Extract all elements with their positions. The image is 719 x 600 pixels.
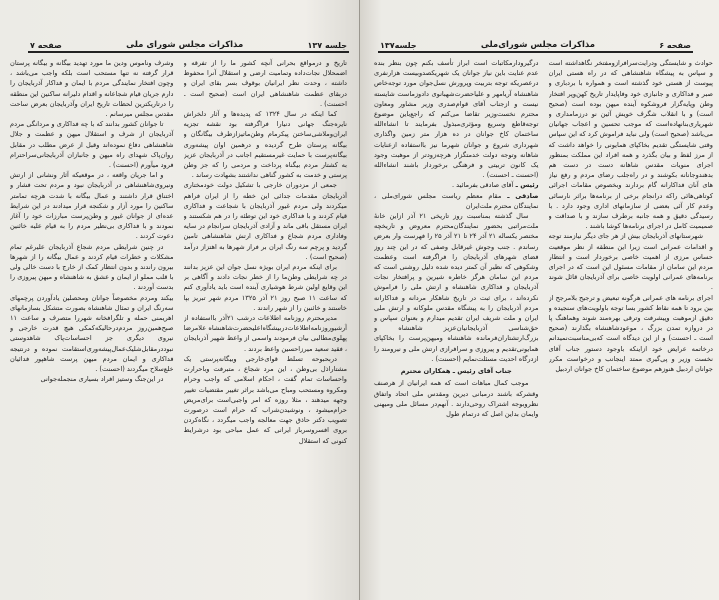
page-header	[380, 36, 691, 50]
speaker-name: صادقی ـ	[501, 191, 539, 200]
page-6	[360, 0, 719, 600]
text-columns	[10, 58, 347, 592]
header-rule	[28, 51, 349, 53]
speech-text: آقای صادقی بفرمائید .	[451, 181, 514, 190]
body-paragraph: سال گذشته بمناسبت روز تاریخی ۲۱ آذر ازاین خانهٔ ملت‌مراتبی بحضور نمایندگان‌محترم معروض و تاریخچه مختصر یکساله ۲۱ آذر ۲۴ تا ۲۱ آذر ۲۵ را فهرست وار بعرض رساندم . جنب وجوش غیرقابل وصفی که در این چند روز فضای شهرهای آذربایجان را فراگرفته است وعظمت وشکوهی که نظیر آن کمتر دیده شده دلیل روشنی است که مردم این سامان هرگز خاطره شیرین و پرافتخار نجات آذربایجان و فداکاری شاهنشاه و ارتش ملی را فراموش نکرده‌اند ، برای ثبت در تاریخ شاهکار مردانه و فداکارانه مردم آذربایجان را به پیشگاه مقدس ملوکانه و ارتش ملی ایران و ملت شریف ایران تقدیم میدارم و بعنوان سپاس و حق‌شناسی آذربایجانیان‌عزیز شاهنشاه و بزرگ‌ارتشتاران‌فرمانده شاهنشاه ومیهن‌پرست را بخاکپای همایونی‌تقدیم و پیروزی و سرافرازی ارتش ملی و نیرومند را ازدرگاه احدیت مسئلت‌نمایم (احسنت) .	[374, 212, 539, 363]
body-paragraph: تاریخ و درمواقع بحرانی آنچه کشور ما را از تفرقه و اضمحلال نجات‌داده وتمامیت ارضی و استقلال آنرا محفوظ داشته ، وحدت نظر ایرانیان بوقوف بسر بقای ایران و دربقای عظمت شاهنشاهی ایران است (صحیح است ـ احسنت) .	[183, 59, 347, 108]
page-number: صفحه ۶	[659, 41, 691, 50]
page-number: صفحه ۷	[30, 41, 62, 50]
body-paragraph: و اما جریان واقعه ، در موقعیکه آثار ونشانی از ارتش ونیروی‌شاهنشاهی در آذربایجان نبود و مردم تحت فشار و اختناق قرار داشتند و عمال بیگانه با شدت هرچه تمامتر ساکنین را مورد آزار و شکنجه قرار میدادند در این شرایط عده‌ای از جوانان غیور و وطن‌پرست مبارزات خود را آغاز نمودند و با فداکاری بی‌نظیر مردم را به قیام علیه خائنین دعوت کردند .	[10, 171, 174, 241]
session-number: جلسه۱۳۷	[380, 41, 417, 50]
body-paragraph: بیکند ومردم مخصوصاً جوانان ومحصلین یادآوردن پرچمهای سه‌رنگ ایران و تمثال شاهنشاه بصورت متشکل بسازمانهای اهریمنی حمله و تلگرافخانه شهررا متصرف و ساعت ۱۱ صبح‌همین‌روز مردم‌درحالیکه‌کمکی هیچ قدرت خارجی و نیروی دیگری جز احساسات‌پاک شاهدوستی نبود‌در‌مقابل‌شلیک‌عمال‌پیشه‌وری‌استقامت نموده و درنتیجه فداکاری و ایمان مردم میهن پرست شاهپور فدائیان خلع‌سلاح میگردند (احسنت) .	[10, 293, 174, 374]
text-columns	[374, 58, 713, 592]
body-paragraph: جمعی از مزدوران خارجی با تشکیل دولت خودمختاری آذربایجان مقدمات جدائی این خطه را از ایران فراهم میکردند ولی مردم غیور آذربایجان با شجاعت و فداکاری قیام کردند و با فداکاری خود این توطئه را در هم شکستند و ایران مستقل باقی ماند و آزادی آذربایجان سرانجام در سایه وفاداری مردم شجاع و فداکاری ارتش شاهنشاهی تامین گردید و پرچم سه رنگ ایران بر فراز شهرها به اهتزاز درآمد (صحیح است) .	[183, 181, 347, 261]
speaker-paragraph	[374, 180, 539, 190]
speech-text: مقام معظم ریاست مجلس شورای‌ملی ، نمایندگان محترم ملت‌ایران	[374, 191, 539, 210]
section-heading: جناب آقای رئیس ـ همکاران محترم	[400, 367, 512, 376]
header-rule	[378, 51, 693, 53]
body-paragraph: برای اینکه مردم ایران بویژه نسل جوان این عزیز بدانند در چه شرایطی وطن‌ما را از خطر نجات دادند و آگاهی بر این وقایع اولین شرط هوشیاری آینده است باید یادآوری کنم که ساعت ۱۱ صبح روز ۲۱ آذر ۱۳۲۵ مردم شهر تبریز بپا خاستند و خائنین را از شهر راندند .	[183, 263, 347, 312]
body-paragraph: درگیرودارمکاتبات است ابراز تأسف بکنم چون بنظر بنده عدم عنایت باین نیاز جوانان یک شهریکصدوبیست هزارنفری درعصریکه توجه بتربیت وپرورش نسل‌جوان مورد توجه‌خاص شاهنشاه آریامهر و علیاحضرت‌شهبانوی دادوزماست شایسته نیست و ازجناب آقای قوام‌صدری وزیر مشاور ومعاون محترم نخست‌وزیر تقاضا می‌کنم که راجع‌باین موضوع توجه‌قاطع وسریع ومؤثری‌مبذول بفرمایند تا انشاءالله ساختمان کاخ جوانان در ده هزار متر زمین واگذاری شهرداری شروع و جوانان شهرما نیز بااستفاده ازعنایات شاهانه وتوجه دولت خدمتگزار هرچه‌زودتر از موهبت وجود یک کانون تربیتی و فرهنگی برخوردار باشند انشاءالله (احسنت ـ احسنت) .	[374, 59, 539, 180]
body-paragraph: وشرف وناموس ودین ما مورد تهدید بیگانه و بیگانه پرستان قرار گرفته نه تنها مستحب است بلکه واجب می‌باشد ، وچون افتخار نمایندگی مردم با ایمان و فداکار آذربایجان را دارم جریان قیام شجاعانه و اقدام دلیرانه ساکنین این منطقه را درتاریکترین لحظات تاریخ ایران وآذربایجان بعرض ساحت مقدس مجلس میرسانم .	[10, 59, 174, 119]
body-paragraph: شهرستانهای آذربایجان بیش از هر جای دیگر نیازمند توجه و اقدامات عمرانی است زیرا این منطقه از نظر موقعیت حساس مرزی از اهمیت خاصی برخوردار است و انتظار مردم این سامان از مقامات مسئول این است که در اجرای برنامه‌های عمرانی اولویت خاصی برای آذربایجان قائل شوند .	[548, 232, 713, 292]
speaker-paragraph	[374, 191, 539, 211]
column-right	[549, 58, 714, 592]
session-number: جلسه ۱۳۷	[307, 41, 347, 50]
column-left	[374, 58, 539, 592]
column-right	[184, 58, 348, 592]
body-paragraph: تا جوانان کشور بدانند که با چه فداکاری و مردانگی مردم آذربایجان از شرف و استقلال میهن و عظمت و جلال شاهنشاهی دفاع نموده‌اند وقبل از عرض مطلب در مقابل روان‌پاک شهدای راه میهن و جانبازان آذربایجانی‌سراحترام فرود میآورم (احسنت) .	[10, 120, 174, 170]
publication-title: مذاکرات مجلس شورای ملی	[126, 40, 244, 50]
body-paragraph: کما اینکه در سال ۱۳۲۴ که پدیده‌ها و آثار دلخراش نایره‌جنگ جهانی دنیارا فراگرفته بود نقشه تجزیه ایران‌وملاشی‌ساختن پیکرمام وطن‌ماتیزازطرف بیگانگان و بیگانه پرستان طرح گردیده و درهمین اوان پیشه‌وری بیگانه‌پرست با حمایت غیرمستقیم اجانب در آذربایجان عزیز به کشتار مردم بیگناه پرداخت و مردمی را که جز وطن پرستی و خدمت به کشور گناهی نداشتند بشهادت رساند .	[183, 110, 347, 180]
speaker-name: رئیس ـ	[513, 181, 539, 190]
body-paragraph: در این‌جنگ وستیز افراد بسیاری منجمله‌جوانی	[40, 375, 164, 384]
body-paragraph: موجب کمال مباهات است که همه ایرانیان از هرصنف وقشرکه باشند درمبانی دیرین ومقدس ملی اتحاد واتفاق نظروبوجه اشتراک روحی‌دارند . آنهم‌در مسائل ملی ومیهنی وایمان بداین اصل که درتمام طول	[374, 379, 539, 418]
body-paragraph: در چنین شرایطی مردم شجاع آذربایجان علیرغم تمام مشکلات و خطرات قیام کردند و عمال بیگانه را از شهرها بیرون راندند و بدون انتظار کمک از خارج با دست خالی ولی با قلب مملو از ایمان و عشق به شاهنشاه و میهن پیروزی را بدست آوردند .	[10, 242, 174, 292]
body-paragraph: اجرای برنامه های عمرانی هرگونه تبعیض و ترجیح بلامرجح از بین برود تا همه نقاط کشور بسا توجه باولویت‌های سنجیده و دقیق ازموهبت وپیشرفت وترقی بهره‌مند شوند وهماهنگ پا در دروازه تمدن بزرگ ، موعودشاهنشاه بگذارند (صحیح است ـ احسنت) و از این دیدگاه است که‌بی‌مناسبت‌نمیدانم درخاتمه عرایض خود ازاینکه باوجود دستور جناب آقای نخست وزیر و پی‌گیری ممتد اینجانب و درخواست مکرر جوانان اردبیل هنوزهم موضوع ساختمان کاخ جوانان اردبیل	[548, 293, 713, 374]
page-7	[0, 0, 359, 600]
column-left	[10, 58, 174, 592]
body-paragraph: دربحبوحه تسلط قوای‌خارجی وبیگانه‌پرستی یک مشتاراذل بی‌وطن ، این مرد شجاع ، متبرفت وباحرارت واحساسات تمام گفت ، احکام اسلامی که واجب وحرام ومکروه ومستحب ومباح می‌باشد براثر تغییر مقتضیات تغییر وجهه میدهند ، مثلا روزه که امر واجبی‌است برای‌مریض حرام‌میشود ، ونوشیدن‌شراب که حرام است درصورت تصویب دکتر حاذق جهت معالجه واجب میگردد ، نگاه‌کردن بروی افسروسرباز ایرانی که عمل مباحی بود درشرایط کنونی که استقلال	[183, 354, 347, 445]
publication-title: مذاکرات مجلس شورای‌ملی	[480, 40, 596, 50]
body-paragraph: حوادث و شایستگی ودرایت‌سرافرازومفتخر نگاهداشته است و سپاس به پیشگاه شاهنشاهی که در راه هستی ایران پیوست از هستی خود گذشته است و همواره با بردباری و صبر و فداکاری و جانبازی خود وفاپاید‌ار تاریخ کهن‌وپر افتخار وطن وپایه‌گزار فروشکوه آینده میهن بوده است (صحیح است) و با انقلاب شگرف خویش آئین نو درزمامداری و شهریاری‌بنانهاده‌است که موجب تحسین و اعجاب جهانیان می‌باشد (صحیح است) ولی نباید فراموش کرد که این سپاس وقتی شایستگی تقدیم بخاکپای همایونی را خواهد داشت که از مرز لفظ و بیان بگذرد و همه افراد این مملکت بمنظور اجرای منویات مقدس شاهانه دست در دست هم بدهند‌وجانانه بکوشند و در راه‌جلب رضای مردم و رفع نیاز های آنان فداکارانه گام بردارند وبخصوص مقامات اجرائی کوتاهی‌هائی راکه درانجام برخی از برنامه‌ها براثر نارسائی وعدم کار آئی بعضی از سازمانهای اداری وجود دارد . با رسیدگی دقیق و همه جانبه برطرف سازند و با صداقت و صمیمیت کامل در اجرای برنامه‌ها کوشا باشند .	[548, 59, 713, 231]
page-header	[30, 36, 347, 50]
body-paragraph: مدیرمحترم روزنامه اطلاعات درشب ۲۱آذر بااستفاده از آرشیوروزنامه‌اطلاعات‌دربیشگاه‌اعلیحضرت‌شاهنشاه علامرضا پهلوی‌مطالبی بیان فرمودند واسمی از واعظ شهیر آذربایجان ، فقید سعید میرزاحسین واعظ بردند .	[183, 314, 347, 353]
